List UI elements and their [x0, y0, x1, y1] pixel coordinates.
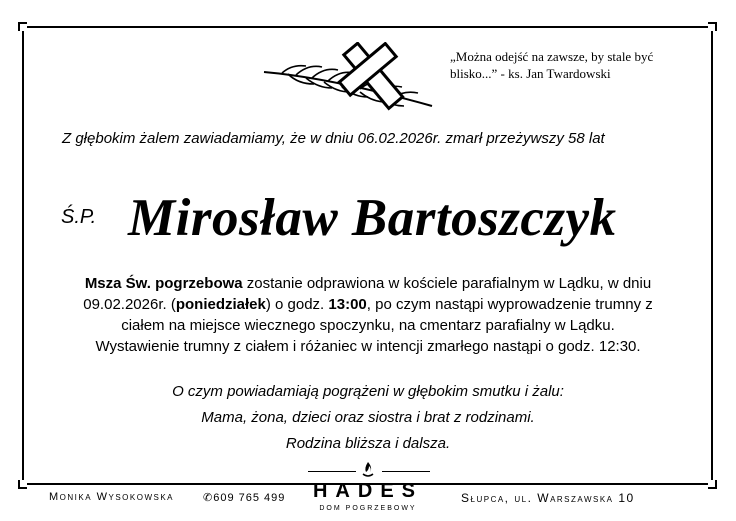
mass-line: Wystawienie trumny z ciałem i różaniec w intencji zmarłego nastąpi o godz. 12:30.	[95, 338, 641, 355]
logo-rule	[308, 471, 356, 472]
quote-line: blisko...” - ks. Jan Twardowski	[450, 66, 611, 81]
flame-icon	[360, 461, 376, 481]
mass-time: 13:00	[328, 296, 367, 313]
deceased-name: Mirosław Bartoszczyk	[128, 189, 617, 247]
frame-corner	[708, 22, 717, 31]
quote	[450, 48, 690, 82]
funeral-mass-details	[48, 273, 688, 357]
quote-line: „Można odejść na zawsze, by stale być	[450, 49, 654, 64]
mass-bold: Msza Św. pogrzebowa	[84, 275, 243, 292]
mass-text: zostanie odprawiona w kościele parafialnym w Lądku, w dniu	[242, 275, 652, 292]
closing-line: Rodzina bliższa i dalsza.	[285, 435, 451, 452]
closing-line: O czym powiadamiają pogrążeni w głębokim smutku i żalu:	[172, 383, 564, 400]
mass-text: 09.02.2026r. (	[83, 296, 176, 313]
announcement-intro: Z głębokim żalem zawiadamiamy, że w dniu 06.02.2026r. zmarł przeżywszy 58 lat	[62, 130, 605, 147]
logo-text: HADES	[312, 480, 423, 502]
closing-text	[48, 383, 688, 461]
mass-line	[48, 294, 688, 315]
closing-line: Mama, żona, dzieci oraz siostra i brat z rodzinami.	[201, 409, 535, 426]
frame-corner	[18, 480, 27, 489]
mass-line: ciałem na miejsce wiecznego spoczynku, na cmentarz parafialny w Lądku.	[121, 317, 615, 334]
frame-corner	[18, 22, 27, 31]
logo-rule	[382, 471, 430, 472]
mass-day: poniedziałek	[175, 296, 266, 313]
hades-logo	[300, 460, 436, 518]
logo-subtitle: DOM POGRZEBOWY	[319, 505, 417, 512]
mass-text: ) o godz.	[265, 296, 329, 313]
mass-text: , po czym nastąpi wyprowadzenie trumny z	[366, 296, 653, 313]
frame-corner	[708, 480, 717, 489]
phone-number[interactable]: ✆609 765 499	[203, 492, 286, 504]
contact-name: Monika Wysokowska	[49, 491, 175, 503]
address: Słupca, ul. Warszawska 10	[461, 491, 635, 505]
mass-line	[48, 273, 688, 294]
cross-with-palm-icon	[262, 42, 442, 114]
name-prefix: Ś.P.	[61, 206, 97, 228]
